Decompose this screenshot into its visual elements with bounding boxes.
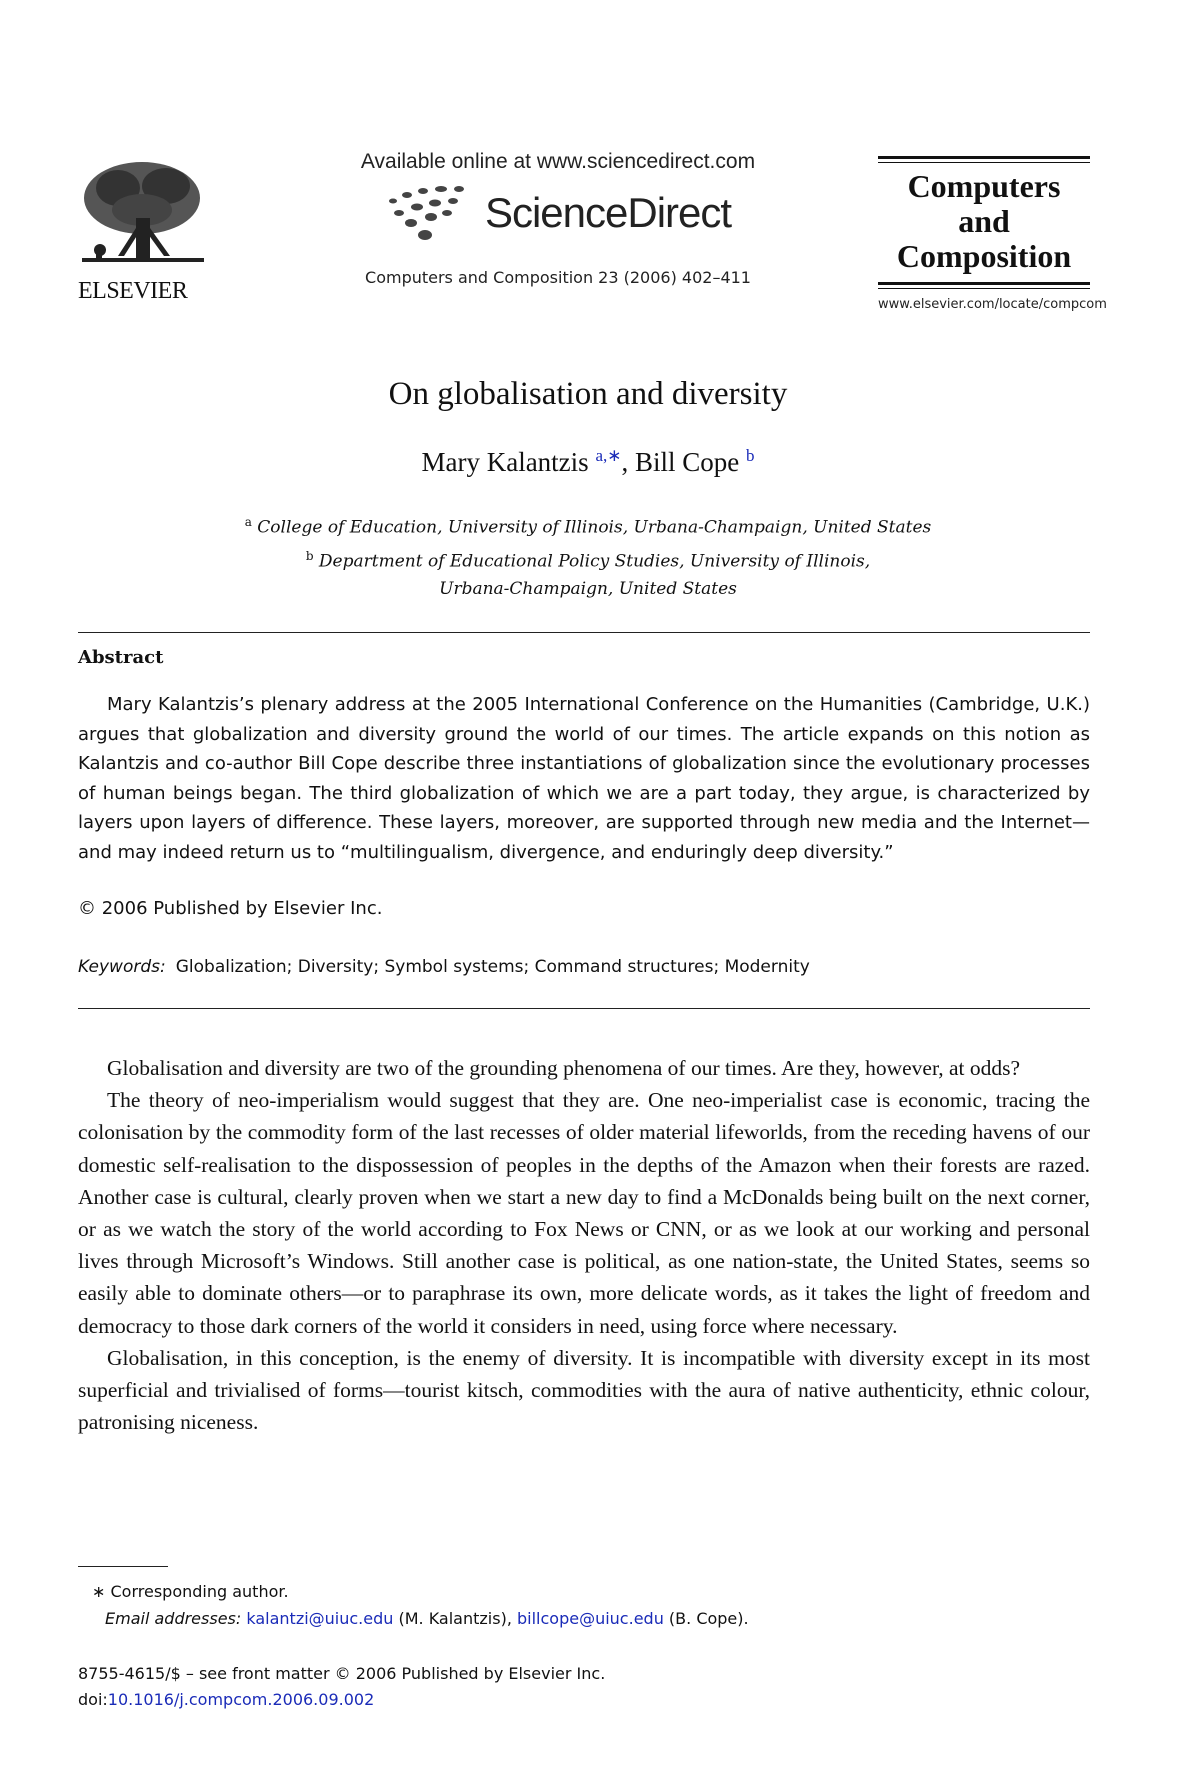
abstract-body	[78, 690, 1090, 867]
elsevier-tree-icon	[78, 158, 208, 276]
sciencedirect-wordmark: ScienceDirect	[484, 189, 732, 236]
journal-citation: Computers and Composition 23 (2006) 402–411	[365, 268, 751, 287]
journal-title	[878, 163, 1090, 282]
author-cope: Bill Cope	[634, 447, 740, 477]
author-line	[0, 446, 1176, 478]
sciencedirect-block	[323, 150, 793, 287]
abstract-rule-bottom	[78, 1008, 1090, 1009]
publisher-name: ELSEVIER	[78, 278, 188, 304]
doi-link[interactable]: 10.1016/j.compcom.2006.09.002	[107, 1690, 375, 1709]
footnote-rule	[78, 1566, 168, 1567]
sciencedirect-logo	[323, 182, 793, 244]
affiliation-b-mark: b	[305, 548, 314, 563]
affiliations	[0, 508, 1176, 603]
keywords	[78, 957, 810, 977]
footnotes	[78, 1578, 1090, 1632]
elsevier-logo	[78, 158, 218, 305]
journal-title-line1: Computers	[907, 168, 1061, 204]
affiliation-b	[0, 542, 1176, 576]
author-kalantzis-marks[interactable]: a,∗	[595, 446, 622, 465]
body-text	[78, 1052, 1090, 1438]
footnote-mark: ∗	[92, 1582, 106, 1601]
abstract-text: Mary Kalantzis’s plenary address at the 2005 International Conference on the Humanities (Cambridge, U.K.) argues that globalization and diversity ground the world of our times. The article expands on this notion as Kalantzis and co-author Bill Cope describe three instantiations of globalization since the evolutionary processes of human beings began. The third globalization of which we are a part today, they argue, is characterized by layers upon layers of difference. These layers, moreover, are supported through new media and the Internet—and may indeed return us to “multilingualism, divergence, and enduringly deep diversity.”	[78, 694, 1090, 863]
email-kalantzis-owner: (M. Kalantzis),	[398, 1609, 512, 1628]
body-paragraph-1: Globalisation and diversity are two of the grounding phenomena of our times. Are they, however, at odds?	[107, 1056, 1021, 1080]
footnote-emails	[78, 1605, 1090, 1632]
doi-line	[78, 1687, 605, 1713]
bottom-matter	[78, 1661, 605, 1713]
keywords-label: Keywords:	[78, 957, 166, 977]
issn-line: 8755-4615/$ – see front matter © 2006 Published by Elsevier Inc.	[78, 1664, 606, 1683]
author-kalantzis: Mary Kalantzis	[421, 447, 589, 477]
doi-label: doi:	[78, 1690, 108, 1709]
article-title: On globalisation and diversity	[388, 376, 788, 412]
available-online: Available online at www.sciencedirect.com	[360, 150, 756, 173]
affiliation-a-mark: a	[244, 515, 252, 529]
article-header	[78, 150, 1107, 335]
abstract-heading: Abstract	[78, 647, 164, 668]
journal-masthead	[878, 156, 1107, 312]
sciencedirect-dots-icon	[385, 183, 475, 243]
email-kalantzis-link[interactable]: kalantzi@uiuc.edu	[246, 1609, 394, 1628]
author-separator: ,	[621, 447, 635, 477]
affiliation-a-text: College of Education, University of Illinois, Urbana-Champaign, United States	[257, 517, 932, 538]
abstract-copyright: © 2006 Published by Elsevier Inc.	[78, 898, 383, 919]
keywords-list: Globalization; Diversity; Symbol systems; Command structures; Modernity	[175, 957, 810, 977]
footnote-corresponding-text: Corresponding author.	[110, 1582, 289, 1601]
body-paragraph-2: The theory of neo-imperialism would suggest that they are. One neo-imperialist case is economic, tracing the colonisation by the commodity form of the last recesses of older material lifeworlds, from the receding havens of our domestic self-realisation to the dispossession of peoples in the depths of the Amazon when their forests are razed. Another case is cultural, clearly proven when we start a new day to find a McDonalds being built on the next corner, or as we watch the story of the world according to Fox News or CNN, or as we look at our working and personal lives through Microsoft’s Windows. Still another case is political, as one nation-state, the United States, seems so easily able to dominate others—or to paraphrase its own, more delicate words, as it takes the light of freedom and democracy to those dark corners of the world it considers in need, using force where necessary.	[78, 1088, 1090, 1338]
footnote-corresponding	[78, 1578, 1090, 1605]
affiliation-b-line2: Urbana-Champaign, United States	[439, 579, 737, 600]
masthead-rule-top	[878, 156, 1090, 163]
journal-title-line3: Composition	[896, 238, 1072, 274]
journal-url[interactable]: www.elsevier.com/locate/compcom	[878, 297, 1107, 312]
masthead-rule-bottom	[878, 282, 1090, 289]
abstract-rule-top	[78, 632, 1090, 633]
body-paragraph-3: Globalisation, in this conception, is the enemy of diversity. It is incompatible with diversity except in its most superficial and trivialised of forms—tourist kitsch, commodities with the aura of native authenticity, ethnic colour, patronising niceness.	[78, 1345, 1090, 1435]
affiliation-a	[0, 508, 1176, 542]
affiliation-b-text-1: Department of Educational Policy Studies, University of Illinois,	[318, 551, 871, 572]
email-cope-link[interactable]: billcope@uiuc.edu	[517, 1609, 664, 1628]
email-label: Email addresses:	[105, 1609, 242, 1628]
author-cope-marks[interactable]: b	[746, 446, 755, 465]
email-cope-owner: (B. Cope).	[668, 1609, 749, 1628]
journal-title-line2: and	[958, 203, 1010, 239]
